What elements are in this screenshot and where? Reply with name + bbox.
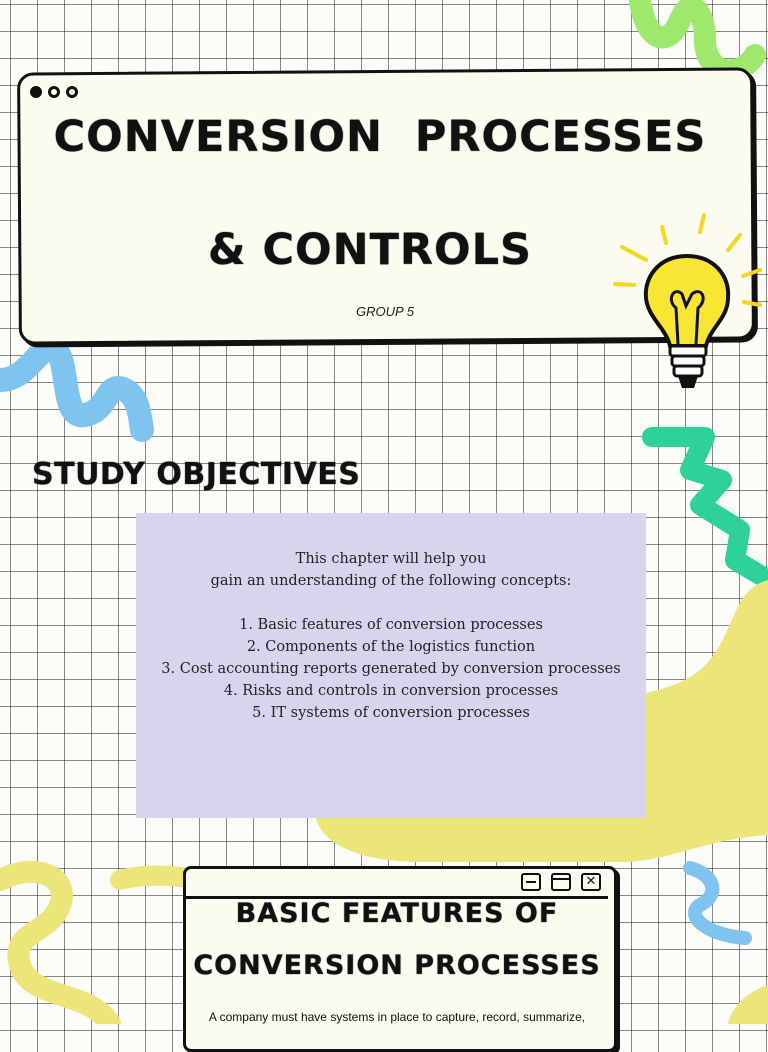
objective-item: 5. IT systems of conversion processes	[252, 705, 530, 721]
title-line-1: CONVERSION PROCESSES	[53, 112, 707, 162]
features-heading-line-2: CONVERSION PROCESSES	[193, 950, 601, 981]
subtitle: GROUP 5	[355, 304, 415, 319]
objectives-heading: STUDY OBJECTIVES	[32, 457, 361, 492]
objective-item: 3. Cost accounting reports generated by conversion processes	[161, 661, 621, 677]
maximize-icon[interactable]	[551, 873, 571, 891]
features-titlebar	[186, 868, 608, 899]
features-heading-line-1: BASIC FEATURES OF	[235, 898, 559, 929]
objective-item: 4. Risks and controls in conversion processes	[223, 683, 559, 699]
objectives-intro-2: gain an understanding of the following concepts:	[210, 573, 572, 589]
close-icon[interactable]: ✕	[581, 873, 601, 891]
green-squiggle	[640, 0, 755, 71]
dot-icon	[66, 86, 78, 98]
objectives-intro-1: This chapter will help you	[295, 551, 487, 567]
objective-item: 1. Basic features of conversion processes	[239, 617, 543, 633]
window-dots	[30, 86, 78, 98]
minimize-icon[interactable]	[521, 873, 541, 891]
blue-squiggle	[0, 348, 142, 430]
objective-item: 2. Components of the logistics function	[246, 639, 536, 655]
features-body: A company must have systems in place to capture, record, summarize,	[208, 1010, 586, 1024]
objectives-text	[136, 548, 646, 724]
yellow-squiggle	[0, 872, 110, 1024]
lightbulb-icon	[610, 210, 768, 400]
dot-icon	[30, 86, 42, 98]
blue-squiggle-right	[690, 868, 745, 938]
dot-icon	[48, 86, 60, 98]
title-line-2: & CONTROLS	[208, 225, 532, 275]
teal-squiggle	[652, 437, 760, 575]
